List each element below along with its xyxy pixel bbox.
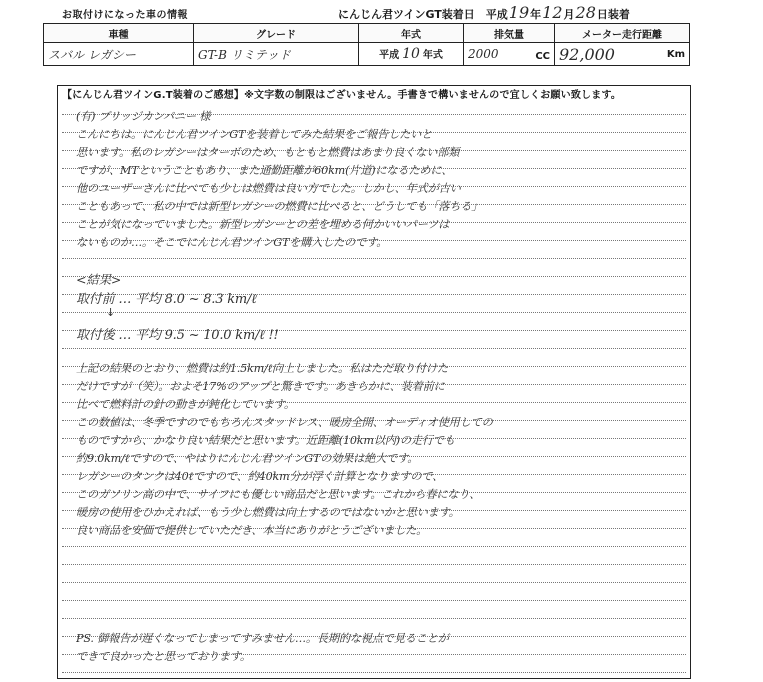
date-month-unit: 月 [563, 8, 575, 21]
paragraph-line: この数値は、冬季ですのでもちろんスタッドレス、暖房全開、オーディオ使用しての [76, 416, 493, 429]
table-header-row [44, 24, 690, 43]
paragraph-line: ことが気になっていました。新型レガシーとの差を埋める何かいいパーツは [76, 218, 450, 231]
col-header-displacement: 排気量 [464, 24, 555, 43]
paragraph-line: ですが、MTということもあり、また通勤距離が60km(片道)になるために、 [76, 164, 453, 177]
paragraph-line: 良い商品を安価で提供していただき、本当にありがとうございました。 [76, 524, 428, 537]
displacement-value: 2000 [468, 46, 499, 61]
cell-model [44, 43, 194, 66]
signature: (有) ブリッジカンパニー 様 [76, 110, 211, 123]
paragraph-line: 比べて燃料計の針の動きが鈍化しています。 [76, 398, 295, 411]
ruled-lines [62, 100, 686, 678]
ruled-line [62, 348, 686, 350]
paragraph-line: このガソリン高の中で、サイフにも優しい商品だと思います。これから春になり、 [76, 488, 481, 501]
mileage-unit: Km [666, 48, 685, 60]
cell-mileage [555, 43, 690, 66]
paragraph-line: ないものか…。そこでにんじん君ツインGTを購入したのです。 [76, 236, 388, 249]
result-before: 取付前 … 平均 8.0 ~ 8.3 km/ℓ [76, 292, 257, 307]
ruled-line [62, 672, 686, 674]
ps-line: できて良かったと思っております。 [76, 650, 251, 663]
displacement-unit: CC [535, 50, 550, 62]
col-header-grade: グレード [194, 24, 359, 43]
cell-displacement [464, 43, 555, 66]
comment-header: 【にんじん君ツインG.T装着のご感想】※文字数の制限はございません。手書きで構いませんので宜しくお願い致します。 [62, 90, 622, 101]
ruled-line [62, 582, 686, 584]
grade-value: GT-B リミテッド [198, 47, 291, 62]
col-header-year: 年式 [359, 24, 464, 43]
paragraph-line: レガシーのタンクは40ℓですので、約40km分が浮く計算となりますので、 [76, 470, 444, 483]
ruled-line [62, 600, 686, 602]
paragraph-line: 暖房の使用をひかえれば、もう少し燃費は向上するのではないかと思います。 [76, 506, 460, 519]
ruled-line [62, 564, 686, 566]
comment-box [57, 85, 691, 679]
table-row [44, 43, 690, 66]
model-value: スバル レガシー [48, 47, 136, 62]
date-month: 12 [542, 3, 563, 22]
date-suffix: 日装着 [596, 8, 630, 21]
col-header-model: 車種 [44, 24, 194, 43]
car-info-table [43, 23, 690, 66]
paragraph-line: こともあって、私の中では新型レガシーの燃費に比べると、どうしても「落ちる」 [76, 200, 483, 213]
ruled-line [62, 312, 686, 314]
ruled-line [62, 258, 686, 260]
ruled-line [62, 618, 686, 620]
install-date [338, 3, 630, 22]
date-day: 28 [575, 3, 596, 22]
date-year-unit: 年 [530, 8, 542, 21]
paragraph-line: だけですが（笑）。およそ17%のアップと驚きです。あきらかに、装着前に [76, 380, 445, 393]
paragraph-line: 約9.0km/ℓですので、やはりにんじん君ツインGTの効果は絶大です。 [76, 452, 419, 465]
year-value: 10 [402, 46, 420, 62]
ruled-line [62, 546, 686, 548]
date-prefix: にんじん君ツインGT装着日 平成 [338, 8, 508, 21]
paragraph-line: 他のユーザーさんに比べても少しは燃費は良い方でした。しかし、年式が古い [76, 182, 461, 195]
cell-grade [194, 43, 359, 66]
mileage-value: 92,000 [559, 44, 615, 64]
col-header-mileage: メーター走行距離 [555, 24, 690, 43]
result-title: <結果> [76, 272, 122, 287]
paragraph-line: 上記の結果のとおり、燃費は約1.5km/ℓ向上しました。私はただ取り付けた [76, 362, 448, 375]
arrow-down-icon: ↓ [106, 306, 116, 319]
paragraph-line: ものですから、かなり良い結果だと思います。近距離(10km以内)の走行でも [76, 434, 455, 447]
year-suffix: 年式 [422, 50, 443, 61]
date-year: 19 [508, 3, 530, 22]
year-prefix: 平成 [379, 50, 400, 61]
section-title: お取付けになった車の情報 [62, 10, 188, 21]
ps-line: PS. 御報告が遅くなってしまってすみません…。長期的な視点で見ることが [76, 632, 449, 645]
paragraph-line: 思います。私のレガシーはターボのため、もともと燃費はあまり良くない部類 [76, 146, 460, 159]
paragraph-line: こんにちは。にんじん君ツインGTを装着してみた結果をご報告したいと [76, 128, 433, 141]
result-after: 取付後 … 平均 9.5 ~ 10.0 km/ℓ !! [76, 328, 279, 343]
cell-year [359, 43, 464, 66]
